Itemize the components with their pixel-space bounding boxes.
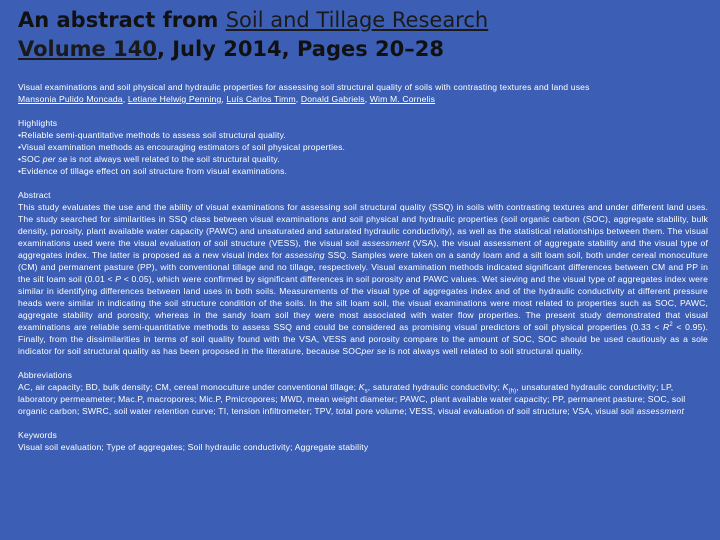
- author-link[interactable]: Donald Gabriels: [300, 94, 365, 104]
- keywords-text: Visual soil evaluation; Type of aggregates; Soil hydraulic conductivity; Aggregate stability: [18, 442, 369, 452]
- article-content: [18, 81, 708, 453]
- abbreviations-text: AC, air capacity; BD, bulk density; CM, cereal monoculture under conventional tillage; $K_s$, saturated hydraulic conductivity; $K_{(h)}$, unsaturated hydraulic conductivity; LP, laboratory permeameter; Mac.P, macropores; Mic.P, Pmicropores; MWD, mean weight diameter; PAWC, plant available water capacity; PP, permanent pasture; SOC, soil organic carbon; SWRC, soil water retention curve; TI, tension infiltrometer; TPV, total pore volume; VESS, visual evaluation of soil structure; VSA, visual soil assessment: [18, 382, 686, 416]
- author-link[interactable]: Letiane Helwig Penning: [127, 94, 222, 104]
- highlight-item: •SOC per se is not always well related to the soil structural quality.: [18, 154, 280, 164]
- journal-link[interactable]: Soil and Tillage Research: [225, 8, 489, 32]
- author-link[interactable]: Wim M. Cornelis: [369, 94, 436, 104]
- abstract-heading: Abstract: [18, 190, 51, 200]
- author-link[interactable]: Luís Carlos Timm: [226, 94, 296, 104]
- keywords-heading: Keywords: [18, 430, 57, 440]
- highlight-item: •Visual examination methods as encouraging estimators of soil physical properties.: [18, 142, 346, 152]
- author-link[interactable]: Mansonia Pulido Moncada: [18, 94, 123, 104]
- highlight-item: •Evidence of tillage effect on soil structure from visual examinations.: [18, 166, 288, 176]
- highlights-heading: Highlights: [18, 118, 58, 128]
- abstract-text: This study evaluates the use and the ability of visual examinations for assessing soil structural quality (SSQ) in soils with contrasting textures and under different land uses. The study searched for similarities in SSQ class between visual examinations and soil physical and hydraulic properties (soil organic carbon (SOC), aggregate stability, bulk density, porosity, plant available water capacity (PAWC) and unsaturated and saturated hydraulic conductivity), as well as the statistical relationships between them. The visual examinations used were the visual evaluation of soil structure (VESS), the visual soil assessment (VSA), the visual assessment of aggregate stability and the visual type of aggregates index. The latter is proposed as a new visual index for assessing SSQ. Samples were taken on a sandy loam and a silt loam soil, both under cereal monoculture (CM) and permanent pasture (PP), with conventional tillage and no tillage, respectively. Visual examination methods indicated significant differences between CM and PP in the silt loam soil (0.01 < P < 0.05), which were confirmed by significant differences in soil porosity and PAWC values. Wet sieving and the visual type of aggregates index were similar in identifying differences between land uses in both soils. Measurements of the visual type of aggregates index and of the hydraulic conductivity at different pressure heads were similar in indicating the soil structure condition of the soils. In the silt loam soil, the visual examinations were most related to properties such as SOC, PAWC, aggregate stability and porosity, whereas in the sandy loam soil they were most associated with water flow properties. The present study demonstrated that visual examinations are reliable semi-quantitative methods to assess SSQ and could be considered as promising visual predictors of soil physical properties $(0.33 < R^2 < 0.95)$. Finally, from the dissimilarities in terms of soil quality found with the VSA, VESS and porosity compare to the amount of SOC, SOC should be used cautiously as a sole indicator for soil structural quality as has been proposed in the literature, because SOCper se is not always well related to soil structural quality.: [18, 202, 709, 356]
- author-list: Mansonia Pulido Moncada, Letiane Helwig Penning, Luís Carlos Timm, Donald Gabriels, Wim M. Cornelis: [18, 94, 436, 104]
- abbreviations-heading: Abbreviations: [18, 370, 73, 380]
- volume-link[interactable]: Volume 140: [18, 37, 157, 61]
- highlight-item: •Reliable semi-quantitative methods to assess soil structural quality.: [18, 130, 286, 140]
- header-prefix: An abstract from: [18, 8, 226, 32]
- paper-title: Visual examinations and soil physical and hydraulic properties for assessing soil structural quality of soils with contrasting textures and land uses: [18, 82, 590, 92]
- article-header: [18, 6, 708, 64]
- issue-details: , July 2014, Pages 20–28: [156, 37, 444, 61]
